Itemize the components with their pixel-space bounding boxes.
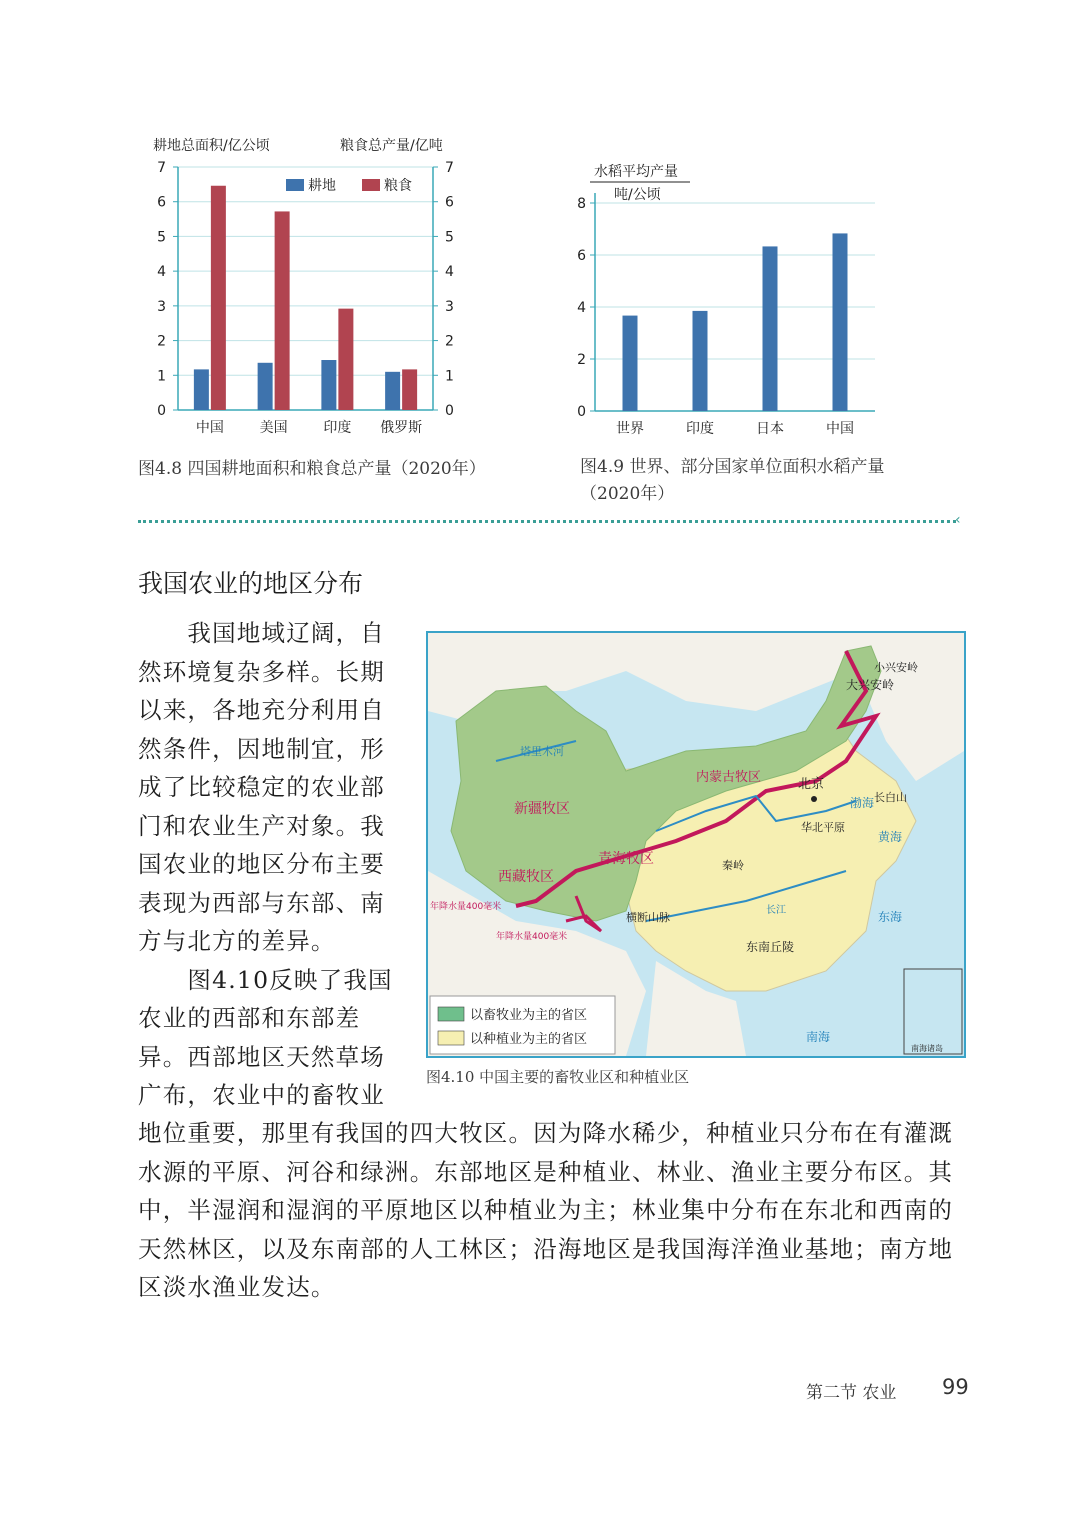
text-line: 成了比较稳定的农业部 (138, 773, 385, 801)
label-dongnan: 东南丘陵 (746, 940, 795, 954)
legend-label-crop: 以种植业为主的省区 (470, 1032, 588, 1047)
south-sea-inset (904, 969, 962, 1054)
left-tick-label: 3 (157, 298, 166, 315)
tick-labels (577, 196, 854, 437)
y-tick-label: 0 (577, 404, 586, 420)
label-nanhaizhudao: 南海诸岛 (911, 1044, 943, 1053)
figure-4-8-caption: 图4.8 四国耕地面积和粮食总产量（2020年） (138, 459, 486, 479)
label-huanghai: 黄海 (878, 830, 903, 844)
text-line: 国农业的地区分布主要 (138, 850, 385, 878)
bar-cultivated (321, 360, 336, 410)
text-line: 图4.10反映了我国 (138, 965, 393, 994)
section-divider (138, 520, 956, 523)
divider-arrow-icon: ‹ (955, 512, 961, 528)
label-neimenggu: 内蒙古牧区 (696, 770, 762, 785)
right-tick-label: 3 (445, 298, 454, 315)
text-line: 水源的平原、河谷和绿洲。东部地区是种植业、林业、渔业主要分布区。其 (138, 1157, 954, 1186)
label-huabei: 华北平原 (801, 821, 845, 834)
bar-rice-yield (623, 316, 638, 411)
right-tick-label: 4 (445, 264, 454, 281)
text-line: 然环境复杂多样。长期 (138, 657, 385, 686)
label-qinghai: 青海牧区 (598, 851, 654, 867)
figure-4-10-caption: 图4.10 中国主要的畜牧业区和种植业区 (426, 1068, 690, 1086)
label-rain-2: 年降水量400毫米 (496, 932, 568, 942)
left-tick-label: 1 (157, 368, 166, 385)
label-hengduan: 横断山脉 (626, 911, 670, 924)
left-tick-label: 7 (157, 160, 166, 176)
beijing-marker (811, 796, 817, 802)
right-tick-label: 1 (445, 368, 454, 385)
category-label: 俄罗斯 (380, 420, 423, 436)
text-line: 表现为西部与东部、南 (138, 888, 385, 917)
label-daxinganling: 大兴安岭 (846, 678, 895, 692)
bar-cultivated (385, 372, 400, 410)
text-line: 天然林区，以及东南部的人工林区；沿海地区是我国海洋渔业基地；南方地 (138, 1234, 954, 1263)
china-agriculture-map (426, 631, 966, 1058)
label-xizang: 西藏牧区 (498, 869, 554, 885)
axis-label-line2: 吨/公顷 (614, 187, 661, 203)
text-line: 然条件，因地制宜，形 (138, 734, 385, 763)
left-tick-label: 6 (157, 194, 166, 211)
label-tarim: 塔里木河 (520, 745, 564, 758)
y-tick-label: 6 (577, 248, 586, 264)
right-tick-label: 2 (445, 333, 454, 350)
label-xiaoxinganling: 小兴安岭 (874, 661, 918, 674)
section-heading: 我国农业的地区分布 (138, 569, 364, 598)
bar-grain (402, 369, 417, 410)
right-tick-label: 6 (445, 194, 454, 211)
figure-4-8-chart (135, 130, 480, 445)
label-donghai: 东海 (878, 910, 903, 924)
text-line: 我国地域辽阔，自 (138, 619, 385, 647)
body-full-text (138, 1114, 973, 1307)
label-beijing: 北京 (798, 777, 825, 792)
right-tick-label: 5 (445, 229, 454, 246)
text-line: 以来，各地充分利用自 (138, 696, 385, 724)
text-line: 方与北方的差异。 (138, 927, 336, 955)
text-line: 门和农业生产对象。我 (138, 811, 385, 840)
footer-section: 第二节 农业 (806, 1383, 897, 1403)
text-line: 广布，农业中的畜牧业 (138, 1081, 385, 1109)
bar-grain (275, 211, 290, 410)
left-tick-label: 2 (157, 333, 166, 350)
category-label: 印度 (323, 420, 352, 436)
category-label: 中国 (195, 420, 224, 436)
legend-swatch-cultivated (286, 179, 304, 191)
category-label: 美国 (259, 420, 288, 436)
left-tick-label: 4 (157, 264, 166, 281)
text-line: 地位重要，那里有我国的四大牧区。因为降水稀少，种植业只分布在有灌溉 (138, 1119, 954, 1147)
bar-grain (211, 186, 226, 410)
right-tick-label: 0 (445, 403, 454, 419)
y-tick-label: 8 (577, 196, 586, 212)
bar-rice-yield (763, 246, 778, 411)
legend-label-cultivated: 耕地 (308, 178, 336, 194)
figure-4-9-caption: 图4.9 世界、部分国家单位面积水稻产量（2020年） (580, 457, 885, 504)
text-line: 中，半湿润和湿润的平原地区以种植业为主；林业集中分布在东北和西南的 (138, 1196, 954, 1224)
text-line: 农业的西部和东部差 (138, 1004, 361, 1032)
legend-swatch-crop (438, 1031, 464, 1045)
bar-cultivated (258, 363, 273, 410)
label-nanhai: 南海 (806, 1030, 831, 1044)
legend-swatch-grain (362, 179, 380, 191)
category-label: 印度 (686, 421, 714, 437)
legend-label-grain: 粮食 (384, 178, 412, 194)
body-column-text (138, 614, 408, 1115)
left-axis-label: 耕地总面积/亿公顷 (153, 138, 270, 154)
category-label: 日本 (756, 421, 784, 437)
legend-label-pastoral: 以畜牧业为主的省区 (470, 1008, 588, 1023)
bars (194, 186, 417, 410)
left-tick-label: 5 (157, 229, 166, 246)
figure-4-9-chart (560, 150, 890, 445)
right-tick-label: 7 (445, 160, 454, 176)
bar-cultivated (194, 369, 209, 410)
bars (623, 233, 848, 411)
left-tick-label: 0 (157, 403, 166, 419)
axis-label-line1: 水稻平均产量 (594, 164, 678, 180)
label-xinjiang: 新疆牧区 (514, 801, 570, 817)
label-changjiang: 长江 (766, 905, 786, 916)
bar-grain (338, 309, 353, 410)
label-rain-1: 年降水量400毫米 (430, 902, 502, 912)
legend-swatch-pastoral (438, 1007, 464, 1021)
label-qinling: 秦岭 (722, 859, 744, 872)
category-label: 中国 (826, 421, 854, 437)
text-line: 异。西部地区天然草场 (138, 1042, 385, 1071)
bar-rice-yield (693, 311, 708, 411)
bar-rice-yield (833, 233, 848, 411)
legend (286, 177, 412, 194)
right-axis-label: 粮食总产量/亿吨 (340, 138, 443, 154)
category-label: 世界 (616, 421, 644, 437)
y-tick-label: 4 (577, 300, 586, 316)
y-tick-label: 2 (577, 352, 586, 368)
label-bohai: 渤海 (850, 796, 875, 810)
label-changbai: 长白山 (874, 791, 907, 804)
text-line: 区淡水渔业发达。 (138, 1273, 336, 1301)
page-number: 99 (942, 1375, 969, 1399)
